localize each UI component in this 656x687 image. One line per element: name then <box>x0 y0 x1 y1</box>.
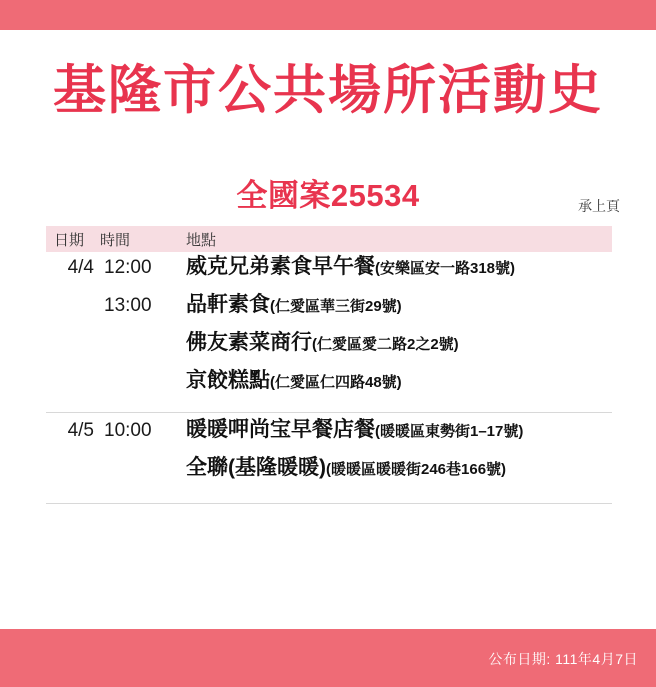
place-address: (安樂區安一路318號) <box>375 260 516 277</box>
publish-date: 公布日期: 111年4月7日 <box>488 651 638 667</box>
table-bottom-divider <box>46 503 612 504</box>
row-divider <box>46 412 612 413</box>
column-header-time: 時間 <box>100 231 131 249</box>
place-address: (仁愛區愛二路2之2號) <box>312 336 459 353</box>
top-color-band <box>0 0 656 30</box>
cell-date: 4/4 <box>67 257 94 278</box>
column-header-place: 地點 <box>186 231 217 249</box>
place-name: 品軒素食 <box>186 293 270 316</box>
place-address: (仁愛區仁四路48號) <box>270 374 402 391</box>
table-row <box>46 455 612 493</box>
place-name: 京餃糕點 <box>186 369 270 392</box>
case-number: 全國案25534 <box>236 178 420 213</box>
cell-place <box>182 368 612 394</box>
table-row <box>46 330 612 368</box>
cell-place <box>182 254 612 280</box>
cell-time: 12:00 <box>104 257 152 278</box>
cell-date: 4/5 <box>67 420 94 441</box>
cell-time: 13:00 <box>104 295 152 316</box>
place-name: 全聯(基隆暖暖) <box>186 456 326 479</box>
table-body <box>46 252 612 504</box>
table-row <box>46 292 612 330</box>
table-row <box>46 254 612 292</box>
place-address: (仁愛區華三街29號) <box>270 298 402 315</box>
place-name: 威克兄弟素食早午餐 <box>186 255 375 278</box>
cell-time: 10:00 <box>104 420 152 441</box>
cell-place <box>182 417 612 443</box>
table-row <box>46 368 612 406</box>
place-name: 暖暖呷尚宝早餐店餐 <box>186 418 375 441</box>
bottom-color-band <box>0 629 656 687</box>
cell-place <box>182 330 612 356</box>
table-row <box>46 417 612 455</box>
place-name: 佛友素菜商行 <box>186 331 312 354</box>
activity-history-table <box>46 226 612 508</box>
place-address: (暖暖區暖暖街246巷166號) <box>326 461 507 478</box>
cell-place <box>182 292 612 318</box>
cell-place <box>182 455 612 481</box>
table-header-row <box>46 226 612 252</box>
page-title: 基隆市公共場所活動史 <box>53 61 603 120</box>
column-header-date: 日期 <box>54 231 85 249</box>
continued-note: 承上頁 <box>578 198 620 214</box>
place-address: (暖暖區東勢街1–17號) <box>375 423 524 440</box>
